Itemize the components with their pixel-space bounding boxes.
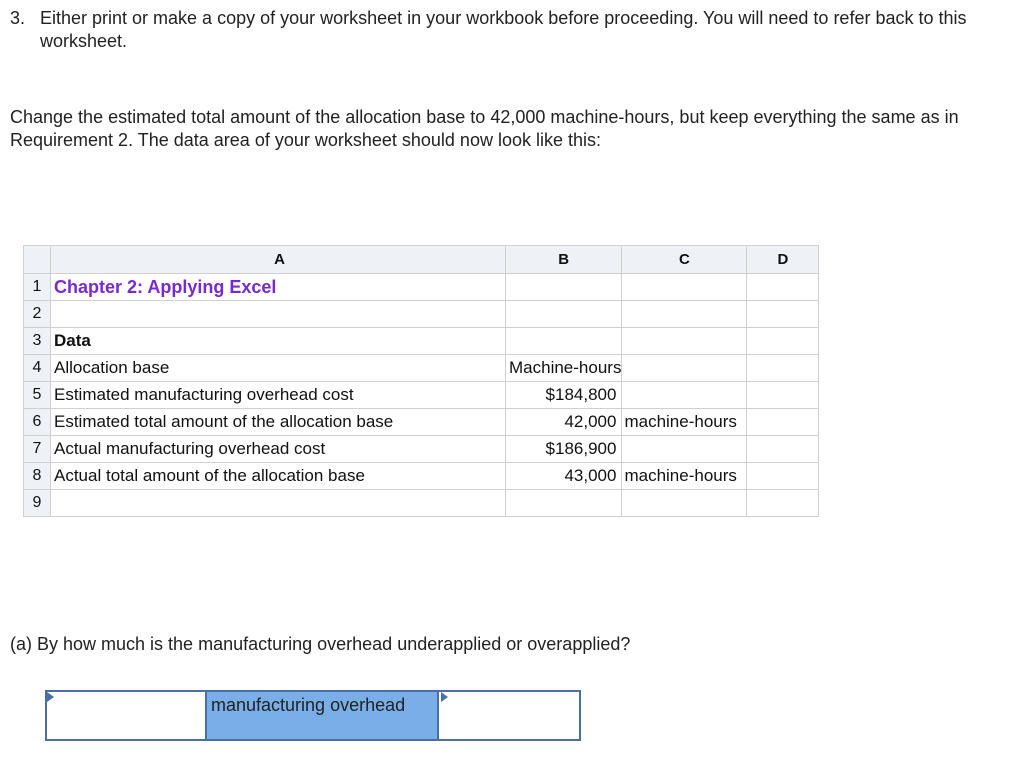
row-label: Actual total amount of the allocation base	[51, 463, 506, 490]
applied-selection-dropdown[interactable]	[439, 692, 579, 739]
cell-b2	[506, 301, 622, 328]
data-section-label: Data	[51, 328, 506, 355]
allocation-base-value: Machine-hours	[506, 355, 622, 382]
dropdown-marker-icon	[441, 692, 448, 702]
cell-a9	[51, 490, 506, 517]
column-header-c: C	[622, 246, 747, 274]
cell-d2	[747, 301, 819, 328]
cell-d7	[747, 436, 819, 463]
cell-b3	[506, 328, 622, 355]
row-number: 1	[24, 274, 51, 301]
row-label: Estimated total amount of the allocation base	[51, 409, 506, 436]
row-number: 9	[24, 490, 51, 517]
corner-cell	[24, 246, 51, 274]
step-3-text: Either print or make a copy of your worksheet in your workbook before proceeding. You will need to refer back to this worksheet.	[40, 8, 967, 51]
row-label: Estimated manufacturing overhead cost	[51, 382, 506, 409]
step-number: 3.	[10, 8, 26, 28]
row-label: Allocation base	[51, 355, 506, 382]
cell-a2	[51, 301, 506, 328]
row-number: 7	[24, 436, 51, 463]
spreadsheet	[23, 245, 819, 517]
cell-c1	[622, 274, 747, 301]
table-row	[24, 355, 819, 382]
column-header-b: B	[506, 246, 622, 274]
dropdown-marker-icon	[47, 692, 54, 702]
estimated-base-unit: machine-hours	[622, 409, 747, 436]
cell-c9	[622, 490, 747, 517]
cell-c3	[622, 328, 747, 355]
actual-base-value: 43,000	[506, 463, 622, 490]
cell-c4	[622, 355, 747, 382]
table-row	[24, 463, 819, 490]
cell-c7	[622, 436, 747, 463]
table-row	[24, 436, 819, 463]
sheet-title-cell: Chapter 2: Applying Excel	[51, 274, 506, 301]
row-number: 5	[24, 382, 51, 409]
table-row	[24, 490, 819, 517]
change-instruction: Change the estimated total amount of the allocation base to 42,000 machine-hours, but keep everything the same as in Requirement 2. The data area of your worksheet should now look like this:	[10, 107, 959, 150]
overhead-label	[207, 692, 439, 739]
row-number: 4	[24, 355, 51, 382]
cell-d6	[747, 409, 819, 436]
row-number: 6	[24, 409, 51, 436]
cell-d9	[747, 490, 819, 517]
row-number: 8	[24, 463, 51, 490]
cell-c2	[622, 301, 747, 328]
cell-d4	[747, 355, 819, 382]
row-number: 3	[24, 328, 51, 355]
cell-d3	[747, 328, 819, 355]
row-number: 2	[24, 301, 51, 328]
actual-base-unit: machine-hours	[622, 463, 747, 490]
table-row	[24, 274, 819, 301]
table-row	[24, 409, 819, 436]
estimated-overhead-value: $184,800	[506, 382, 622, 409]
row-label: Actual manufacturing overhead cost	[51, 436, 506, 463]
question-a: (a) By how much is the manufacturing overhead underapplied or overapplied?	[10, 634, 631, 654]
column-header-d: D	[747, 246, 819, 274]
table-row	[24, 328, 819, 355]
cell-b1	[506, 274, 622, 301]
cell-c5	[622, 382, 747, 409]
cell-b9	[506, 490, 622, 517]
table-row	[24, 382, 819, 409]
table-row	[24, 301, 819, 328]
cell-d8	[747, 463, 819, 490]
cell-d1	[747, 274, 819, 301]
estimated-base-value: 42,000	[506, 409, 622, 436]
column-header-row	[24, 246, 819, 274]
instruction-step-3	[10, 7, 1015, 53]
overhead-label-text: manufacturing overhead	[211, 695, 406, 715]
amount-input[interactable]	[47, 692, 207, 739]
actual-overhead-value: $186,900	[506, 436, 622, 463]
cell-d5	[747, 382, 819, 409]
answer-row	[45, 690, 581, 741]
column-header-a: A	[51, 246, 506, 274]
